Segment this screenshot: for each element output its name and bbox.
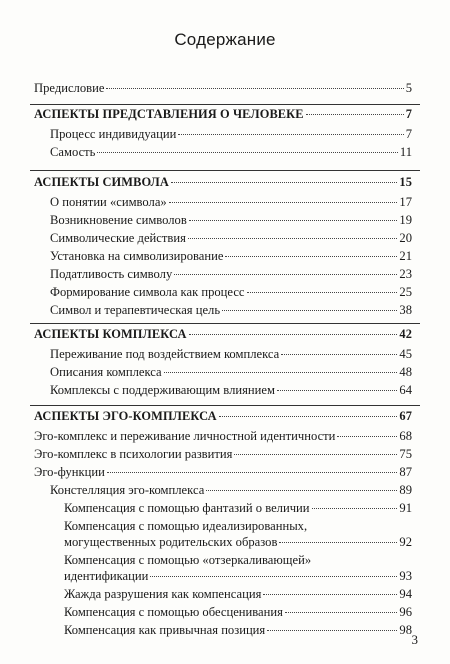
toc-entry-page: 21 [399,249,412,263]
toc-entry-symbolizing-attitude[interactable] [50,249,412,264]
toc-part-ego-complex[interactable] [34,409,412,424]
toc-entry-page: 11 [399,145,412,159]
toc-part-label: АСПЕКТЫ ПРЕДСТАВЛЕНИЯ О ЧЕЛОВЕКЕ [34,107,304,121]
toc-entry-page: 25 [399,285,412,299]
toc-entry-page: 98 [399,623,412,637]
toc-entry-label: Компенсация как привычная позиция [64,623,266,637]
toc-entry-label: Символ и терапевтическая цель [50,303,221,317]
toc-entry-label: Самость [50,145,96,159]
toc-entry-preface[interactable] [34,81,412,96]
toc-leader-dots [164,372,398,373]
toc-leader-dots [189,220,398,221]
toc-part-human[interactable] [34,107,412,122]
toc-entry-supportive-complexes[interactable] [50,383,412,398]
toc-entry-page: 15 [399,175,412,189]
toc-leader-dots [337,436,397,437]
toc-entry-page: 87 [399,465,412,479]
toc-entry-devaluation[interactable] [64,605,412,620]
toc-leader-dots [306,114,404,115]
toc-entry-label-line1: Компенсация с помощью идеализированных, [64,519,308,533]
toc-entry-label: Переживание под воздействием комплекса [50,347,280,361]
toc-leader-dots [277,390,397,391]
toc-entry-page: 68 [399,429,412,443]
toc-part-label: АСПЕКТЫ СИМВОЛА [34,175,169,189]
toc-entry-label: Процесс индивидуации [50,127,177,141]
toc-entry-page: 38 [399,303,412,317]
toc-entry-label: могущественных родительских образов [64,535,278,549]
toc-entry-label: Эго-функции [34,465,105,479]
toc-entry-label: Комплексы с поддерживающим влиянием [50,383,275,397]
toc-entry-ego-constellation[interactable] [50,483,412,498]
toc-entry-complex-experience[interactable] [50,347,412,362]
toc-entry-habitual-position[interactable] [64,623,412,638]
toc-leader-dots [174,274,397,275]
toc-leader-dots [171,182,397,183]
toc-entry-page: 20 [399,231,412,245]
toc-entry-page: 67 [399,409,412,423]
toc-entry-grandiosity[interactable] [64,501,412,516]
toc-entry-page: 94 [399,587,412,601]
toc-entry-page: 48 [399,365,412,379]
toc-part-complex[interactable] [34,327,412,342]
toc-entry-page: 5 [405,81,412,95]
toc-entry-individuation[interactable] [50,127,412,142]
toc-entry-label: Описания комплекса [50,365,162,379]
toc-leader-dots [285,612,398,613]
toc-entry-therapeutic-goal[interactable] [50,303,412,318]
toc-entry-ego-development[interactable] [34,447,412,462]
toc-entry-label: Компенсация с помощью фантазий о величии [64,501,310,515]
section-divider [30,104,420,105]
toc-part-label: АСПЕКТЫ КОМПЛЕКСА [34,327,187,341]
toc-leader-dots [189,334,398,335]
toc-leader-dots [150,576,397,577]
toc-entry-symbol-concept[interactable] [50,195,412,210]
toc-leader-dots [97,152,397,153]
toc-leader-dots [234,454,397,455]
toc-entry-label-line1: Компенсация с помощью «отзеркаливающей» [64,553,312,567]
toc-entry-ego-identity[interactable] [34,429,412,444]
toc-leader-dots [106,88,403,89]
toc-entry-page: 96 [399,605,412,619]
toc-entry-label: Компенсация с помощью обесценивания [64,605,283,619]
toc-entry-label: идентификации [64,569,149,583]
section-divider [30,170,420,171]
toc-entry-page: 89 [399,483,412,497]
section-divider [30,405,420,406]
page-number: 3 [411,632,418,647]
toc-entry-page: 7 [405,107,412,121]
toc-leader-dots [169,202,398,203]
toc-leader-dots [222,310,397,311]
toc-entry-label: Предисловие [34,81,105,95]
toc-entry-ego-functions[interactable] [34,465,412,480]
toc-leader-dots [188,238,398,239]
toc-entry-page: 19 [399,213,412,227]
section-divider [30,323,420,324]
toc-entry-page: 92 [399,535,412,549]
toc-entry-page: 91 [399,501,412,515]
toc-entry-page: 93 [399,569,412,583]
toc-entry-label: Установка на символизирование [50,249,224,263]
toc-entry-page: 17 [399,195,412,209]
toc-entry-symbol-pliability[interactable] [50,267,412,282]
toc-leader-dots [225,256,397,257]
toc-entry-symbolic-actions[interactable] [50,231,412,246]
toc-entry-label: Эго-комплекс и переживание личностной идентичности [34,429,336,443]
toc-entry-page: 23 [399,267,412,281]
toc-entry-label: О понятии «символа» [50,195,167,209]
toc-entry-label: Жажда разрушения как компенсация [64,587,262,601]
toc-leader-dots [263,594,397,595]
toc-leader-dots [279,542,397,543]
toc-entry-complex-descriptions[interactable] [50,365,412,380]
toc-leader-dots [267,630,397,631]
toc-leader-dots [312,508,398,509]
page-title: Содержание [174,30,276,49]
toc-entry-page: 45 [399,347,412,361]
toc-entry-symbol-formation[interactable] [50,285,412,300]
toc-entry-label: Формирование символа как процесс [50,285,245,299]
toc-entry-page: 64 [399,383,412,397]
toc-leader-dots [281,354,397,355]
toc-leader-dots [107,472,398,473]
toc-entry-label: Эго-комплекс в психологии развития [34,447,233,461]
toc-entry-symbol-origin[interactable] [50,213,412,228]
toc-entry-label: Констелляция эго-комплекса [50,483,205,497]
toc-entry-page: 75 [399,447,412,461]
toc-entry-mirroring-identification[interactable] [64,569,412,584]
toc-entry-label: Символические действия [50,231,186,245]
toc-entry-page: 42 [399,327,412,341]
toc-entry-self[interactable] [50,145,412,160]
toc-leader-dots [206,490,397,491]
toc-part-symbol[interactable] [34,175,412,190]
toc-part-label: АСПЕКТЫ ЭГО-КОМПЛЕКСА [34,409,217,423]
toc-leader-dots [247,292,398,293]
toc-entry-label: Возникновение символов [50,213,187,227]
toc-entry-label: Податливость символу [50,267,173,281]
toc-entry-destruction[interactable] [64,587,412,602]
toc-entry-parental-images[interactable] [64,535,412,550]
toc-entry-page: 7 [405,127,412,141]
toc-leader-dots [219,416,398,417]
toc-leader-dots [178,134,403,135]
